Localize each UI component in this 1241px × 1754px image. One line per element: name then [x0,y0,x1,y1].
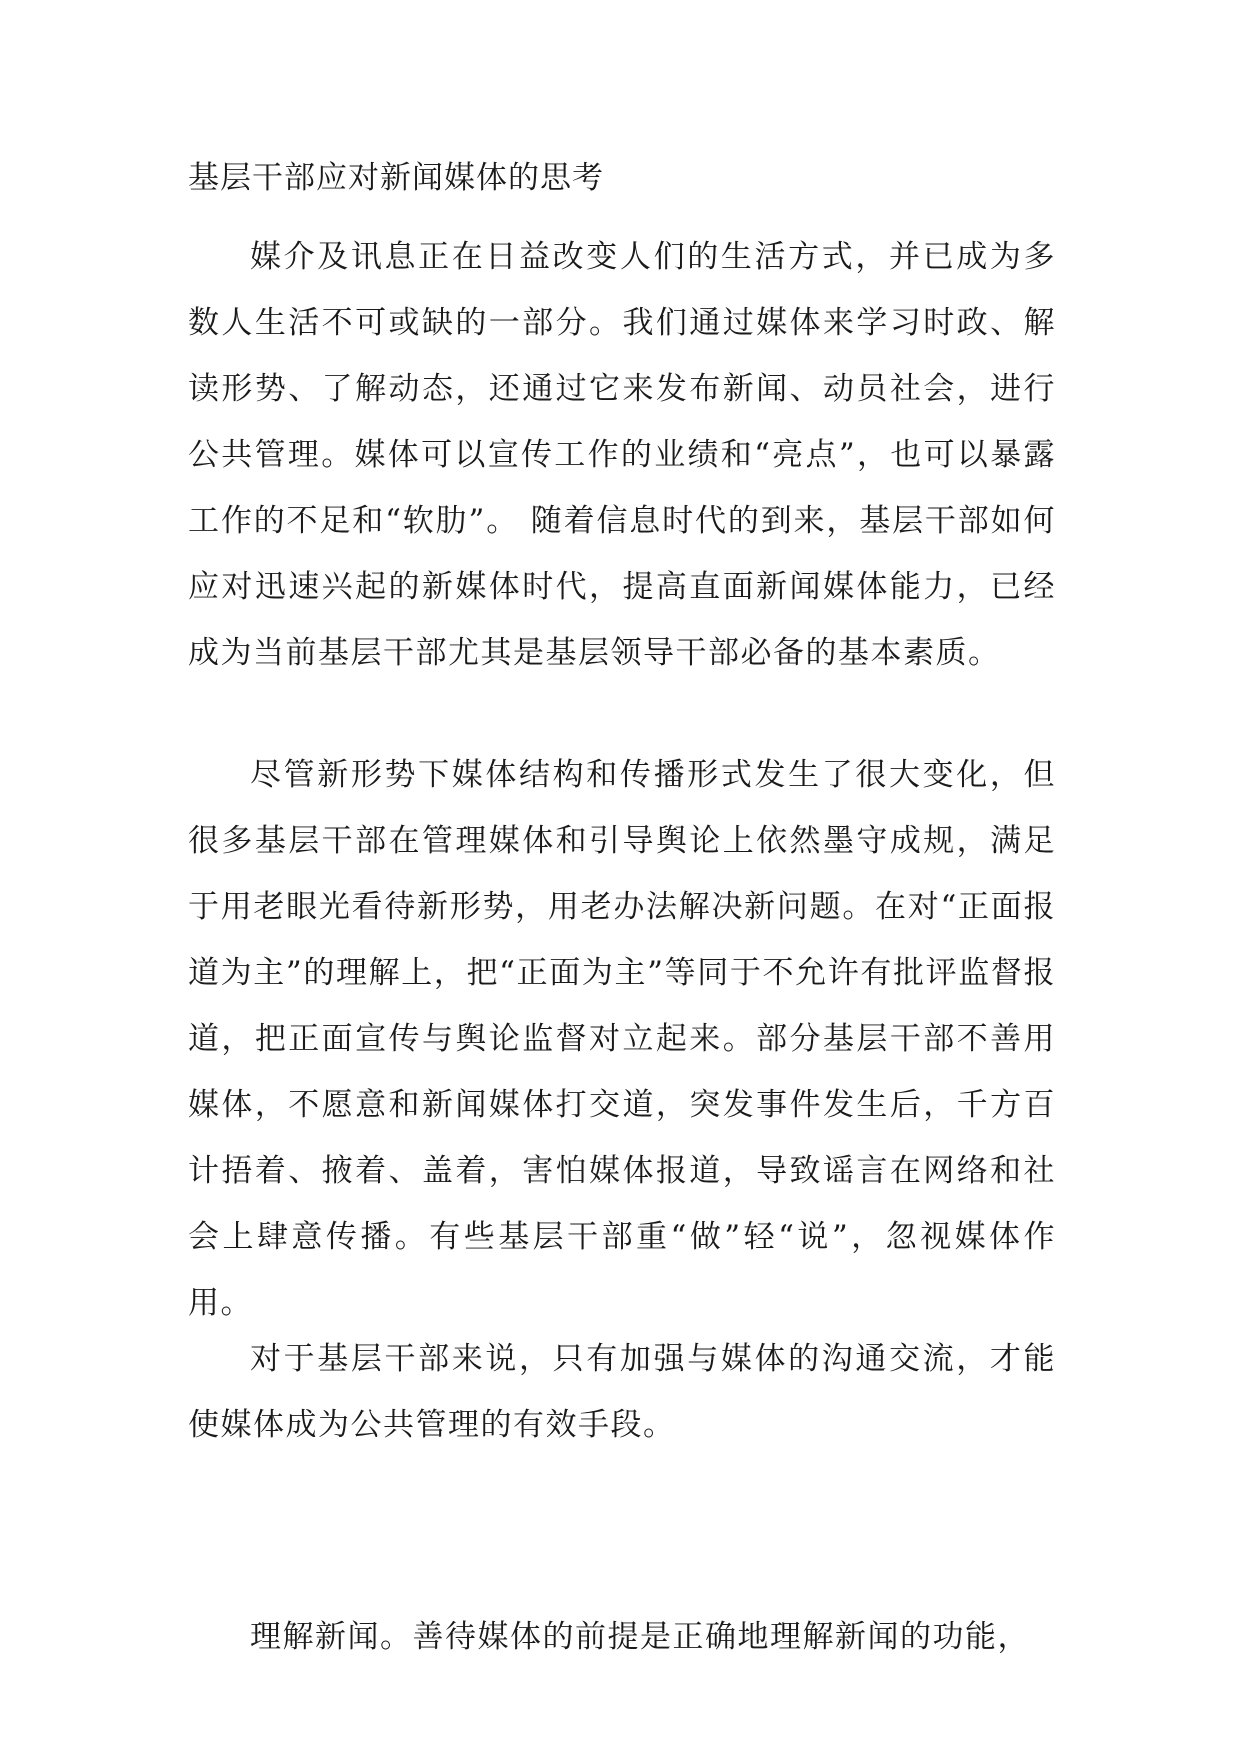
paragraph-4: 理解新闻。善待媒体的前提是正确地理解新闻的功能， [250,1619,1030,1655]
document-title: 基层干部应对新闻媒体的思考 [188,160,604,196]
paragraph-3: 对于基层干部来说，只有加强与媒体的沟通交流，才能使媒体成为公共管理的有效手段。 [188,1341,1056,1443]
paragraph-1: 媒介及讯息正在日益改变人们的生活方式，并已成为多数人生活不可或缺的一部分。我们通过媒体来学习时政、解读形势、了解动态，还通过它来发布新闻、动员社会，进行公共管理。媒体可以宣传工作的业绩和“亮点”，也可以暴露工作的不足和“软肋”。 随着信息时代的到来，基层干部如何应对迅速兴起的新媒体时代，提高直面新闻媒体能力，已经成为当前基层干部尤其是基层领导干部必备的基本素质。 [188,239,1056,671]
paragraph-2: 尽管新形势下媒体结构和传播形式发生了很大变化，但很多基层干部在管理媒体和引导舆论上依然墨守成规，满足于用老眼光看待新形势，用老办法解决新问题。在对“正面报道为主”的理解上，把“正面为主”等同于不允许有批评监督报道，把正面宣传与舆论监督对立起来。部分基层干部不善用媒体，不愿意和新闻媒体打交道，突发事件发生后，千方百计捂着、掖着、盖着，害怕媒体报道，导致谣言在网络和社会上肆意传播。有些基层干部重“做”轻“说”，忽视媒体作用。 [188,757,1056,1321]
